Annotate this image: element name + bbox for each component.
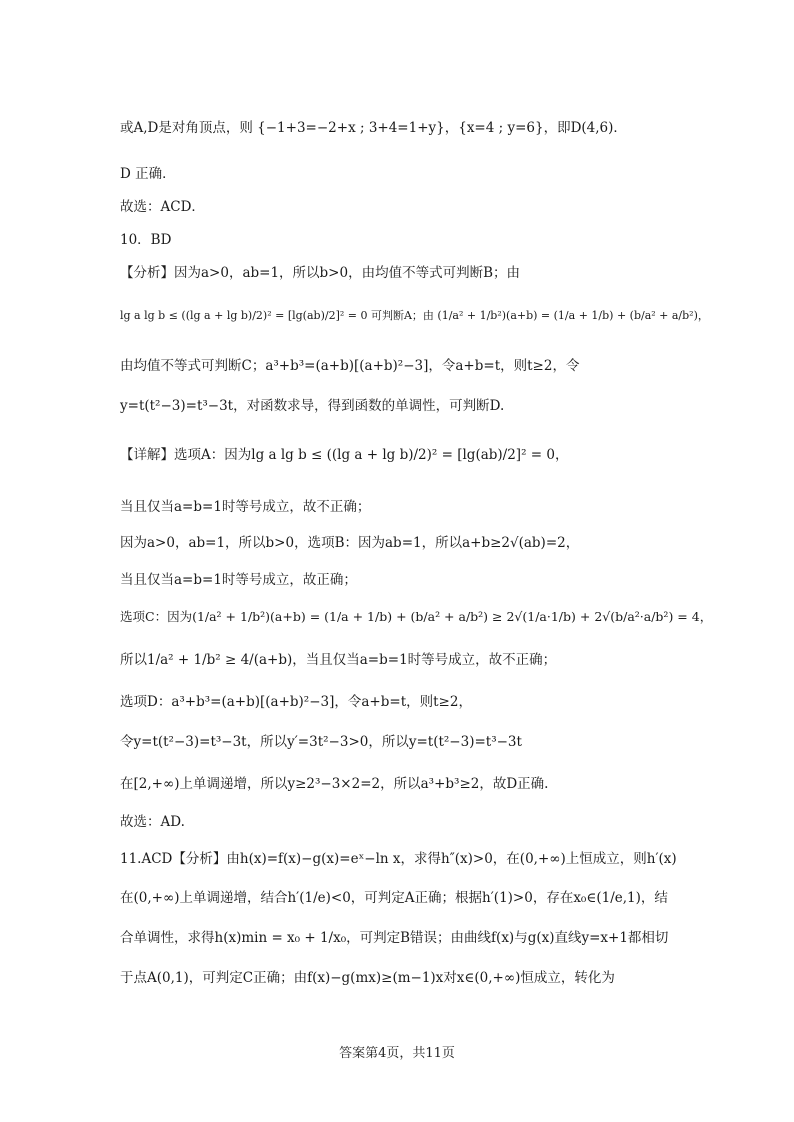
text-line-17: 在[2,+∞)上单调递增，所以y≥2³−3×2=2，所以a³+b³≥2，故D正确.: [120, 776, 549, 792]
text-line-2: D 正确．: [120, 166, 176, 182]
text-line-11: 因为a>0，ab=1，所以b>0，选项B：因为ab=1，所以a+b≥2√(ab)=2，: [120, 535, 580, 551]
text-line-15: 选项D：a³+b³=(a+b)[(a+b)²−3]，令a+b=t，则t≥2，: [120, 694, 472, 710]
text-line-8: y=t(t²−3)=t³−3t，对函数求导，得到函数的单调性，可判断D.: [120, 398, 505, 414]
text-line-5: 【分析】因为a>0，ab=1，所以b>0，由均值不等式可判断B；由: [120, 265, 521, 281]
text-line-1: 或A,D是对角顶点，则 {−1+3=−2+x ; 3+4=1+y}，{x=4 ; y=6}，即D(4,6)．: [120, 120, 627, 136]
text-line-14: 所以1/a² + 1/b² ≥ 4/(a+b)，当且仅当a=b=1时等号成立，故不正确；: [120, 652, 557, 668]
text-line-20: 在(0,+∞)上单调递增，结合h′(1/e)<0，可判定A正确；根据h′(1)>0，存在x₀∈(1/e,1)，结: [120, 890, 668, 906]
text-line-21: 合单调性，求得h(x)min = x₀ + 1/x₀，可判定B错误；由曲线f(x)与g(x)直线y=x+1都相切: [120, 930, 669, 946]
section-heading-11: 11.ACD【分析】由h(x)=f(x)−g(x)=eˣ−ln x，求得h″(x)>0，在(0,+∞)上恒成立，则h′(x): [120, 851, 677, 867]
text-line-16: 令y=t(t²−3)=t³−3t，所以y′=3t²−3>0，所以y=t(t²−3)=t³−3t: [120, 734, 522, 750]
page-footer: 答案第4页，共11页: [339, 1046, 455, 1061]
text-line-7: 由均值不等式可判断C；a³+b³=(a+b)[(a+b)²−3]，令a+b=t，则t≥2，令: [120, 358, 580, 374]
text-line-13: 选项C：因为(1/a² + 1/b²)(a+b) = (1/a + 1/b) + (b/a² + a/b²) ≥ 2√(1/a·1/b) + 2√(b/a²·a/b²) = 4，: [120, 609, 713, 624]
text-line-18: 故选：AD.: [120, 814, 185, 830]
section-heading-10: 10．BD: [120, 232, 172, 248]
text-line-3: 故选：ACD．: [120, 199, 205, 215]
text-line-12: 当且仅当a=b=1时等号成立，故正确；: [120, 572, 357, 588]
text-line-6: lg a lg b ≤ ((lg a + lg b)/2)² = [lg(ab)/2]² = 0 可判断A；由 (1/a² + 1/b²)(a+b) = (1/a + 1/b) + (b/a² + a/b²)，: [120, 309, 709, 322]
text-line-9: 【详解】选项A：因为lg a lg b ≤ ((lg a + lg b)/2)² = [lg(ab)/2]² = 0，: [120, 447, 569, 463]
text-line-22: 于点A(0,1)，可判定C正确；由f(x)−g(mx)≥(m−1)x对x∈(0,+∞)恒成立，转化为: [120, 970, 615, 986]
text-line-10: 当且仅当a=b=1时等号成立，故不正确；: [120, 499, 371, 515]
